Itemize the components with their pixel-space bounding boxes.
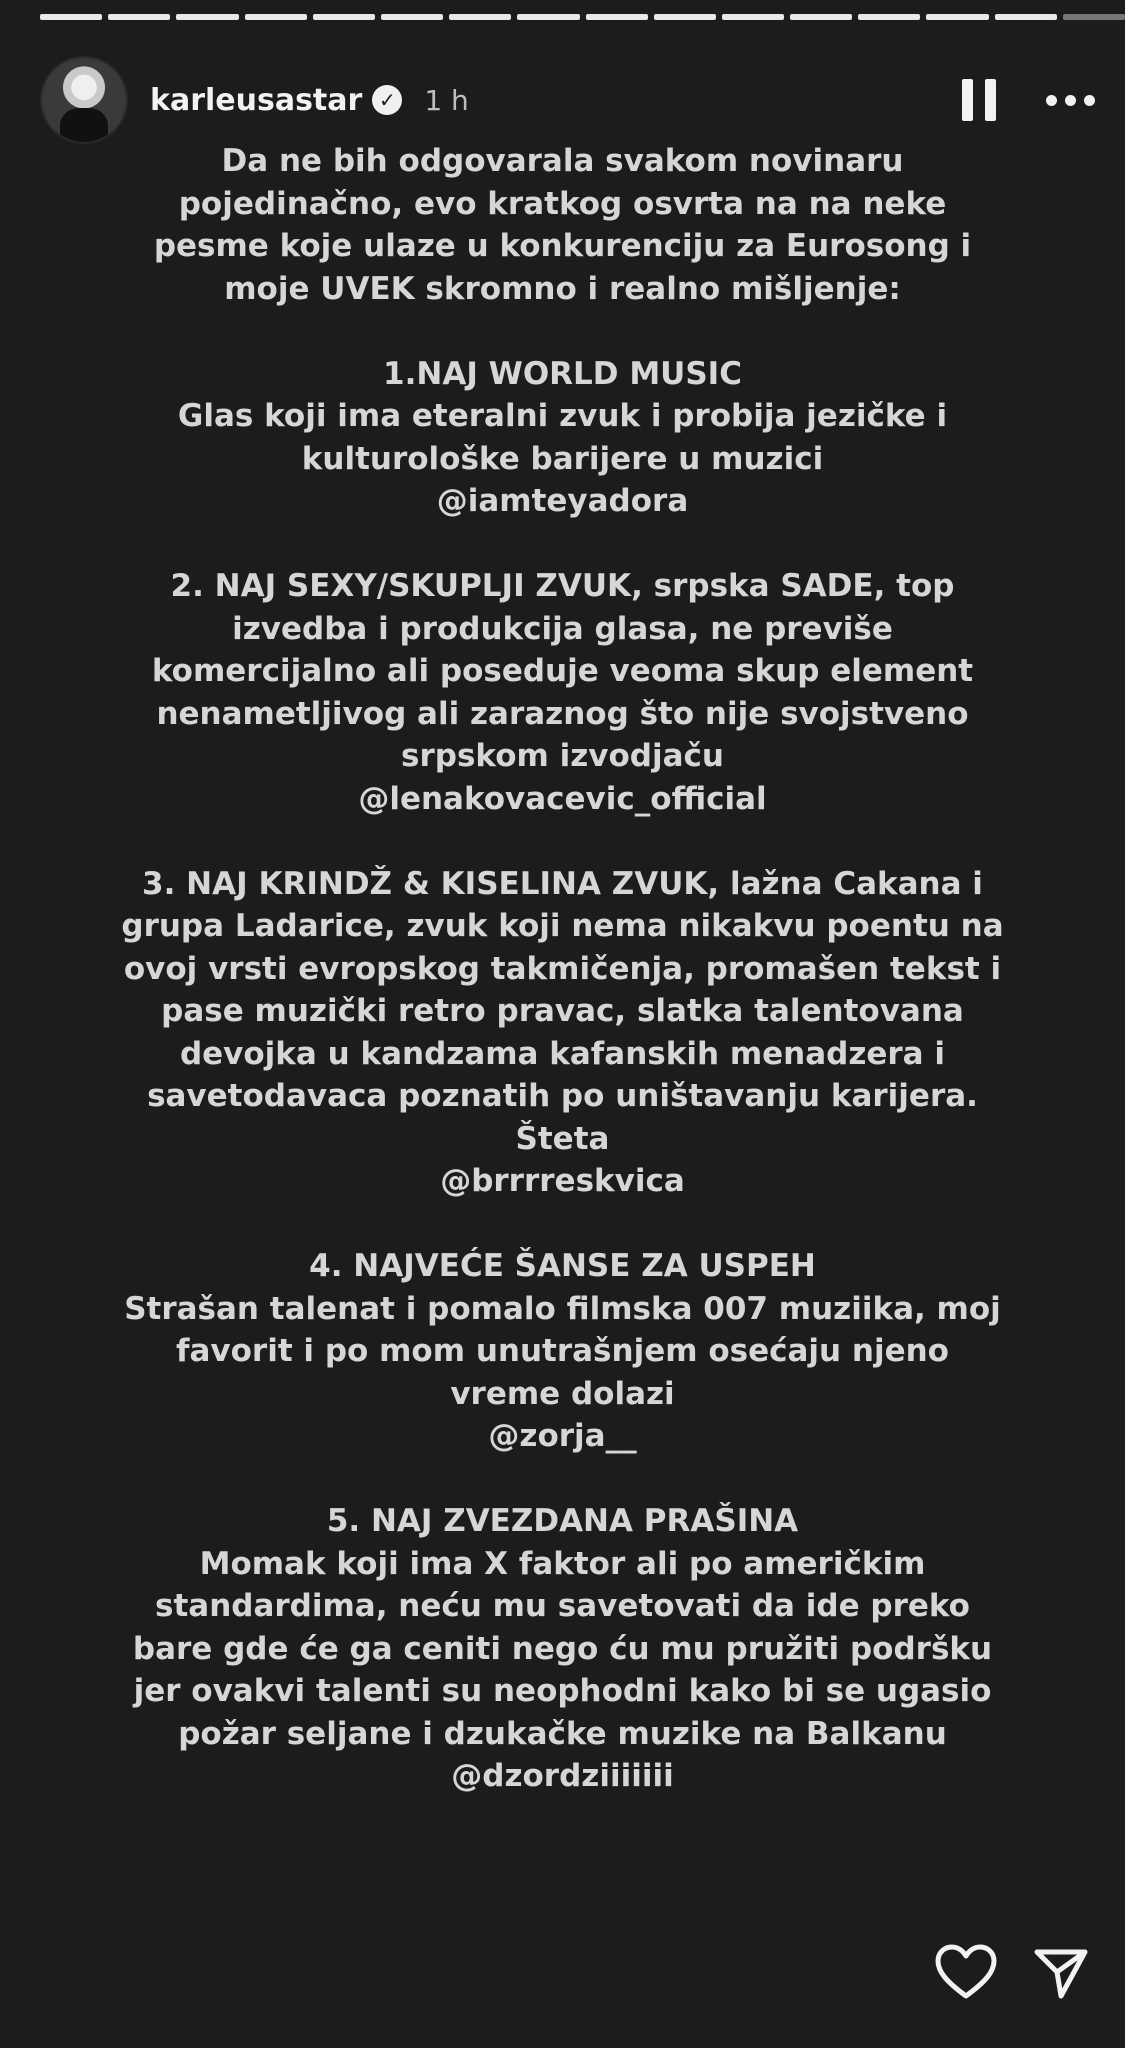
progress-segment <box>858 14 920 20</box>
username[interactable]: karleusastar <box>150 82 363 118</box>
story-header <box>40 52 1095 148</box>
progress-segment <box>40 14 102 20</box>
progress-segment <box>245 14 307 20</box>
progress-segment <box>176 14 238 20</box>
send-icon[interactable] <box>1033 1944 1089 2000</box>
post-time: 1 h <box>424 83 469 117</box>
progress-segment <box>790 14 852 20</box>
progress-segment <box>313 14 375 20</box>
progress-segment <box>108 14 170 20</box>
progress-segment <box>517 14 579 20</box>
heart-icon[interactable] <box>935 1944 997 2000</box>
progress-segment <box>995 14 1057 20</box>
verified-badge-icon: ✓ <box>372 85 402 115</box>
avatar[interactable] <box>40 56 128 144</box>
progress-segment <box>381 14 443 20</box>
progress-segment <box>449 14 511 20</box>
progress-segment <box>722 14 784 20</box>
progress-segment <box>1063 14 1125 20</box>
progress-segment <box>586 14 648 20</box>
pause-icon[interactable] <box>952 73 1006 127</box>
progress-segment <box>926 14 988 20</box>
story-progress-bar <box>40 14 1125 20</box>
story-text: Da ne bih odgovarala svakom novinaru pojedinačno, evo kratkog osvrta na na neke pesme koje ulaze u konkurenciju za Eurosong i moje UVEK skromno i realno mišljenje: 1.NAJ WORLD MUSIC Glas koji ima eteralni zvuk i probija jezičke i kulturološke barijere u muzici @iamteyadora 2. NAJ SEXY/SKUPLJI ZVUK, srpska SADE, top izvedba i produkcija glasa, ne previše komercijalno ali poseduje veoma skup element nenametljivog ali zaraznog što nije svojstveno srpskom izvodjaču @lenakovacevic_official 3. NAJ KRINDŽ & KISELINA ZVUK, lažna Cakana i grupa Ladarice, zvuk koji nema nikakvu poentu na ovoj vrsti evropskog takmičenja, promašen tekst i pase muzički retro pravac, slatka talentovana devojka u kandzama kafanskih menadzera i savetodavaca poznatih po uništavanju karijera. Šteta @brrrreskvica 4. NAJVEĆE ŠANSE ZA USPEH Strašan talenat i pomalo filmska 007 muziika, moj favorit i po mom unutrašnjem osećaju njeno vreme dolazi @zorja__ 5. NAJ ZVEZDANA PRAŠINA Momak koji ima X faktor ali po američkim standardima, neću mu savetovati da ide preko bare gde će ga ceniti nego ću mu pružiti podršku jer ovakvi talenti su neophodni kako bi se ugasio požar seljane i dzukačke muzike na Balkanu @dzordziiiiiii <box>121 143 1004 1794</box>
bottom-fade <box>0 1828 1125 2048</box>
more-options-icon[interactable] <box>1046 85 1095 116</box>
progress-segment <box>654 14 716 20</box>
